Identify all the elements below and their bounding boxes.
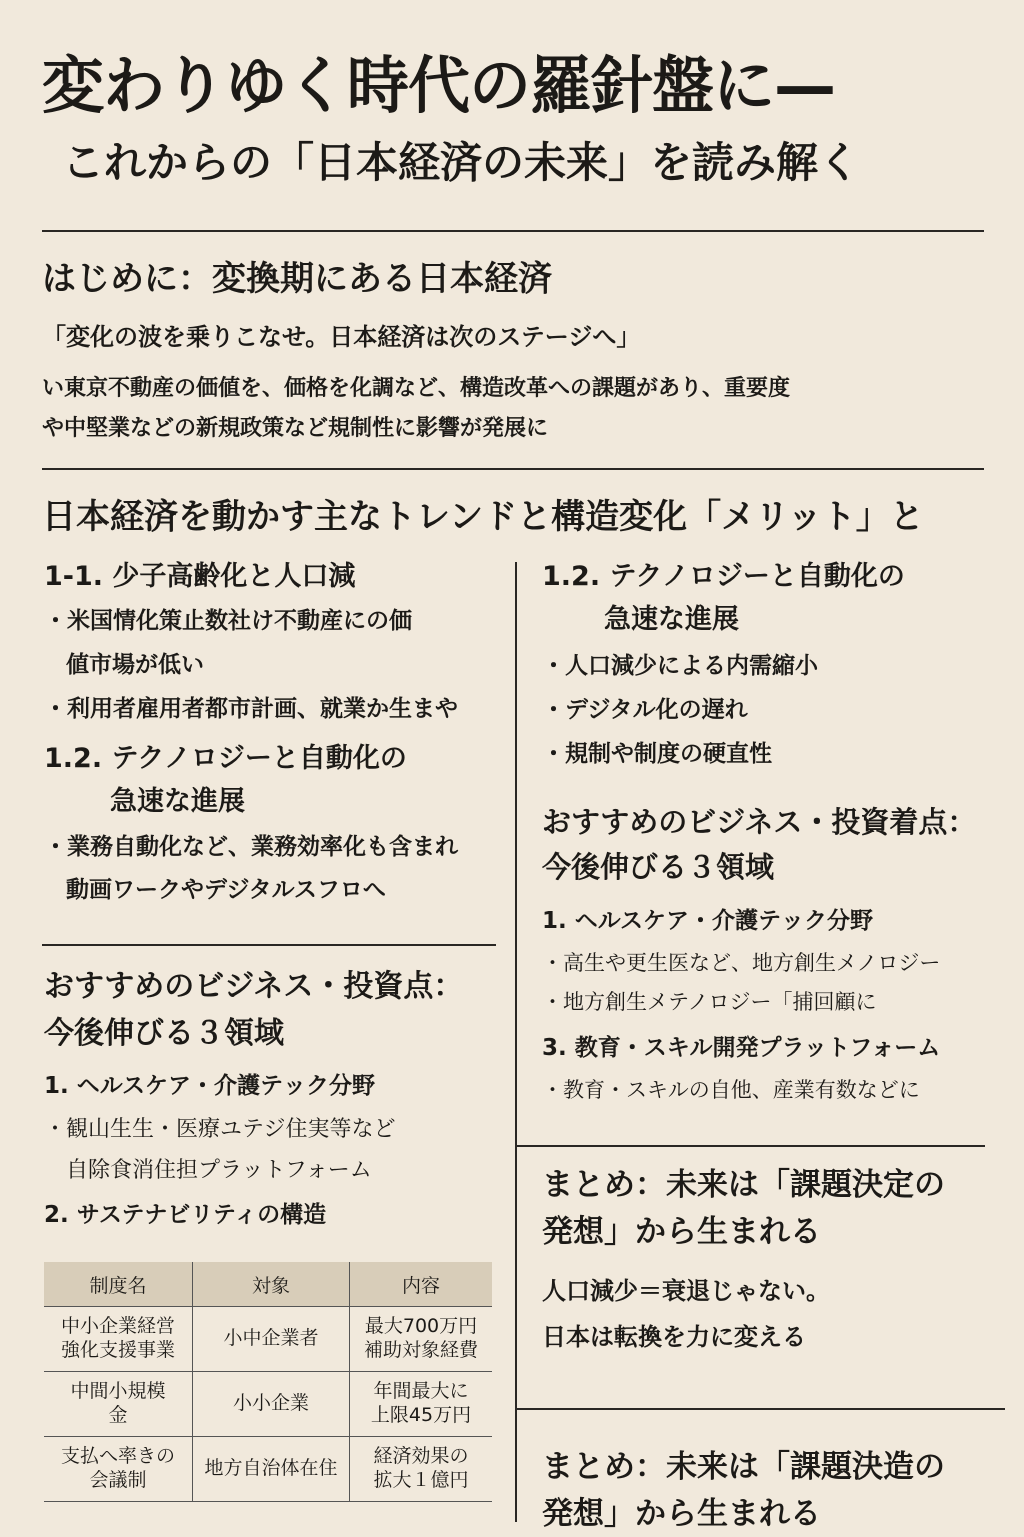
divider	[515, 1408, 1005, 1410]
item-title: 1. ヘルスケア・介護テック分野	[542, 900, 1012, 944]
summary-heading: まとめ：未来は「課題決定の	[542, 1162, 1002, 1209]
table-cell: 中小企業経営 強化支援事業	[44, 1307, 193, 1372]
table-header-row	[44, 1262, 492, 1307]
bullet-item: ・観山生生・医療ユテジ住実等など	[44, 1109, 504, 1151]
column-divider	[515, 562, 517, 1522]
bullet-item: 値市場が低い	[44, 644, 504, 688]
table-cell: 最大700万円 補助対象経費	[350, 1307, 493, 1372]
recommend-right-block	[542, 800, 1012, 1111]
item-title: 2. サステナビリティの構造	[44, 1194, 504, 1238]
table-row	[44, 1307, 492, 1372]
bullet-item: ・教育・スキルの自他、産業有数などに	[542, 1071, 1012, 1111]
section-title-cont: 急速な進展	[44, 780, 504, 823]
bullet-item: ・人口減少による内需縮小	[542, 645, 1002, 689]
section-heading: 今後伸びる３領域	[542, 845, 1012, 890]
table-header-cell: 内容	[350, 1262, 493, 1307]
bullet-item: 自除食消住担プラットフォーム	[44, 1150, 504, 1192]
section-title: 1-1. 少子高齢化と人口減	[44, 555, 504, 598]
table-body	[44, 1307, 492, 1502]
summary-block	[542, 1444, 1002, 1537]
summary-heading: 発想」から生まれる	[542, 1209, 1002, 1256]
bullet-item: 動画ワークやデジタルスフロへ	[44, 869, 504, 913]
trend-left-block	[44, 555, 504, 913]
recommend-left-block	[44, 964, 504, 1238]
summary-line: 人口減少＝衰退じゃない。	[542, 1269, 1002, 1315]
summary-heading: 発想」から生まれる	[542, 1491, 1002, 1537]
section-heading: おすすめのビジネス・投資着点：	[542, 800, 1012, 845]
intro-heading: はじめに：変換期にある日本経済	[42, 258, 552, 301]
divider	[42, 944, 496, 946]
section-title: 1.2. テクノロジーと自動化の	[44, 737, 504, 780]
table-cell: 地方自治体在住	[193, 1437, 350, 1502]
item-title: 3. 教育・スキル開発プラットフォーム	[542, 1027, 1012, 1071]
section-title-cont: 急速な進展	[542, 598, 1002, 641]
trend-right-block	[542, 555, 1002, 776]
intro-body-line: や中堅業などの新規政策など規制性に影響が発展に	[42, 410, 548, 447]
table-cell: 小小企業	[193, 1372, 350, 1437]
table-row	[44, 1372, 492, 1437]
divider	[42, 468, 984, 470]
bullet-item: ・業務自動化など、業務効率化も含まれ	[44, 826, 504, 870]
divider	[42, 230, 984, 232]
table-header-cell: 対象	[193, 1262, 350, 1307]
divider	[515, 1145, 985, 1147]
intro-body-line: い東京不動産の価値を、価格を化調など、構造改革への課題があり、重要度	[42, 370, 790, 407]
table-header-cell: 制度名	[44, 1262, 193, 1307]
bullet-item: ・米国情化策止数社け不動産にの価	[44, 600, 504, 644]
subsidy-table	[44, 1262, 492, 1502]
section-title: 1.2. テクノロジーと自動化の	[542, 555, 1002, 598]
section-heading: おすすめのビジネス・投資点：	[44, 964, 504, 1011]
item-title: 1. ヘルスケア・介護テック分野	[44, 1065, 504, 1109]
table-cell: 年間最大に 上限45万円	[350, 1372, 493, 1437]
summary-heading: まとめ：未来は「課題決造の	[542, 1444, 1002, 1491]
table-cell: 中間小規模 金	[44, 1372, 193, 1437]
summary-line: 日本は転換を力に変える	[542, 1315, 1002, 1361]
summary-block	[542, 1162, 1002, 1360]
intro-quote: 「変化の波を乗りこなせ。日本経済は次のステージへ」	[42, 322, 640, 353]
bullet-item: ・デジタル化の遅れ	[542, 689, 1002, 733]
section-heading: 今後伸びる３領域	[44, 1011, 504, 1058]
table-cell: 経済効果の 拡大１億円	[350, 1437, 493, 1502]
table-row	[44, 1437, 492, 1502]
page-title: 変わりゆく時代の羅針盤に—	[42, 55, 835, 117]
bullet-item: ・地方創生メテノロジー「捕回顧に	[542, 983, 1012, 1023]
bullet-item: ・規制や制度の硬直性	[542, 733, 1002, 777]
trends-heading: 日本経済を動かす主なトレンドと構造変化「メリット」と	[42, 496, 924, 539]
bullet-item: ・利用者雇用者都市計画、就業か生まや	[44, 688, 504, 732]
bullet-item: ・高生や更生医など、地方創生メノロジー	[542, 944, 1012, 984]
page-subtitle: これからの「日本経済の未来」を読み解く	[62, 140, 860, 186]
table-cell: 小中企業者	[193, 1307, 350, 1372]
table-cell: 支払へ率きの 会議制	[44, 1437, 193, 1502]
